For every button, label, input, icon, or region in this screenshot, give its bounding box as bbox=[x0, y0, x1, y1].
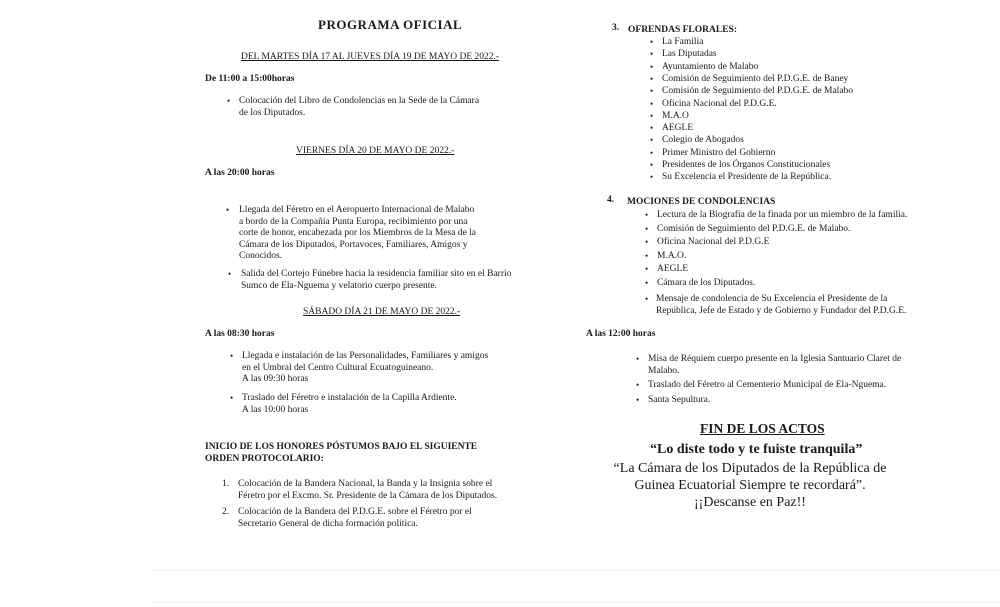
list-item-line: Misa de Réquiem cuerpo presente en la Iglesia Santuario Claret de bbox=[648, 354, 902, 364]
list-item bbox=[239, 96, 479, 119]
list-item: Su Excelencia el Presidente de la República. bbox=[662, 172, 832, 183]
section-number: 4. bbox=[607, 195, 615, 205]
bullet-icon: • bbox=[230, 351, 234, 361]
bullet-icon: • bbox=[650, 110, 654, 121]
list-item-line: a bordo de la Compañía Punta Europa, recibimiento por una bbox=[239, 216, 468, 227]
list-number: 1. bbox=[222, 479, 230, 489]
list-item-line: Llegada e instalación de las Personalidades, Familiares y amigos bbox=[242, 351, 489, 361]
list-item-line: en el Umbral del Centro Cultural Ecuatoguineano. bbox=[242, 362, 434, 373]
list-item: La Familia bbox=[662, 37, 704, 47]
page-edge bbox=[150, 602, 1000, 603]
honors-heading bbox=[205, 441, 477, 465]
numbered-item bbox=[238, 507, 472, 530]
list-item-line: Mensaje de condolencia de Su Excelencia el Presidente de la bbox=[656, 294, 888, 304]
bullet-icon: • bbox=[650, 160, 654, 170]
bullet-icon: • bbox=[650, 172, 654, 183]
bullet-icon: • bbox=[650, 37, 654, 47]
bullet-icon: • bbox=[226, 205, 230, 215]
list-item: Primer Ministro del Gobierno bbox=[662, 147, 776, 158]
page-edge bbox=[150, 570, 1000, 571]
bullet-icon: • bbox=[650, 135, 654, 146]
list-item-line: Llegada del Féretro en el Aeropuerto Internacional de Malabo bbox=[239, 205, 475, 215]
bullet-icon: • bbox=[650, 98, 654, 109]
list-item-line: Sumco de Ela-Nguema y velatorio cuerpo presente. bbox=[241, 280, 437, 291]
list-item-line: de los Diputados. bbox=[239, 107, 306, 118]
list-item: Oficina Nacional del P.D.G.E bbox=[657, 237, 770, 247]
list-item: Lectura de la Biografía de la finada por un miembro de la familia. bbox=[657, 210, 908, 220]
bullet-icon: • bbox=[645, 237, 649, 247]
list-item: Las Diputadas bbox=[662, 49, 717, 60]
list-item: Traslado del Féretro al Cementerio Municipal de Ela-Nguema. bbox=[648, 380, 887, 390]
bullet-icon: • bbox=[645, 264, 649, 274]
list-item-line: Traslado del Féretro e instalación de la Capilla Ardiente. bbox=[242, 393, 457, 403]
list-item: Santa Sepultura. bbox=[648, 395, 711, 405]
list-item-line: Conocidos. bbox=[239, 251, 283, 261]
list-item-line: A las 09:30 horas bbox=[242, 374, 309, 384]
list-item: M.A.O. bbox=[657, 250, 687, 261]
bullet-icon: • bbox=[636, 380, 640, 390]
list-item-line: Féretro por el Excmo. Sr. Presidente de la Cámara de los Diputados. bbox=[238, 490, 498, 501]
list-item: AEGLE bbox=[657, 264, 689, 274]
list-item: Ayuntamiento de Malabo bbox=[662, 61, 759, 72]
list-item-line: República, Jefe de Estado y de Gobierno y Fundador del P.D.G.E. bbox=[656, 305, 907, 316]
time-heading-4: A las 12:00 horas bbox=[586, 329, 656, 339]
section-number: 3. bbox=[612, 23, 620, 33]
time-heading-1: De 11:00 a 15:00horas bbox=[205, 74, 295, 84]
bullet-icon: • bbox=[650, 147, 654, 158]
honors-heading-line: INICIO DE LOS HONORES PÓSTUMOS BAJO EL SIGUIENTE bbox=[205, 442, 478, 452]
list-item: M.A.O bbox=[662, 110, 689, 121]
bullet-icon: • bbox=[636, 354, 640, 364]
bullet-icon: • bbox=[636, 395, 640, 405]
list-item-line: Colocación de la Bandera del P.D.G.E. sobre el Féretro por el bbox=[238, 507, 472, 517]
list-item: Comisión de Seguimiento del P.D.G.E. de Baney bbox=[662, 73, 849, 84]
list-item-line: Malabo. bbox=[648, 365, 680, 376]
list-item: Presidentes de los Órganos Constitucionales bbox=[662, 160, 831, 170]
list-item bbox=[239, 205, 476, 263]
bullet-icon: • bbox=[645, 210, 649, 220]
saturday-heading: SÁBADO DÍA 21 DE MAYO DE 2022.- bbox=[303, 307, 461, 317]
ofrendas-heading: OFRENDAS FLORALES: bbox=[628, 25, 737, 35]
list-item-line: A las 10:00 horas bbox=[242, 404, 309, 415]
list-item bbox=[242, 393, 457, 416]
list-item-line: corte de honor, encabezada por los Miembros de la Mesa de la bbox=[239, 228, 477, 238]
honors-heading-line: ORDEN PROTOCOLARIO: bbox=[205, 454, 324, 464]
bullet-icon: • bbox=[230, 393, 234, 403]
closing-quote-line: “La Cámara de los Diputados de la República de bbox=[613, 461, 887, 476]
list-item bbox=[242, 351, 488, 386]
friday-heading: VIERNES DÍA 20 DE MAYO DE 2022.- bbox=[296, 146, 455, 156]
date-range-heading: DEL MARTES DÍA 17 AL JUEVES DÍA 19 DE MAYO DE 2022.- bbox=[241, 52, 500, 62]
program-title: PROGRAMA OFICIAL bbox=[318, 17, 463, 32]
list-item: Oficina Nacional del P.D.G.E. bbox=[662, 98, 777, 109]
list-item: AEGLE bbox=[662, 123, 694, 134]
list-item bbox=[656, 294, 906, 317]
bullet-icon: • bbox=[227, 96, 231, 106]
bullet-icon: • bbox=[650, 86, 654, 97]
bullet-icon: • bbox=[228, 269, 232, 279]
bullet-icon: • bbox=[650, 49, 654, 60]
list-number: 2. bbox=[222, 507, 230, 517]
list-item-line: Colocación del Libro de Condolencias en la Sede de la Cámara bbox=[239, 96, 480, 106]
numbered-item bbox=[238, 479, 497, 502]
list-item-line: Colocación de la Bandera Nacional, la Banda y la Insignia sobre el bbox=[238, 479, 493, 489]
bullet-icon: • bbox=[650, 73, 654, 84]
list-item: Comisión de Seguimiento del P.D.G.E. de Malabo bbox=[662, 86, 854, 97]
time-heading-2: A las 20:00 horas bbox=[205, 168, 275, 178]
list-item-line: Secretario General de dicha formación política. bbox=[238, 518, 418, 529]
list-item-line: Salida del Cortejo Fúnebre hacia la residencia familiar sito en el Barrio bbox=[241, 269, 512, 279]
quote-bold: “Lo diste todo y te fuiste tranquila” bbox=[650, 442, 863, 457]
bullet-icon: • bbox=[645, 277, 649, 288]
time-heading-3: A las 08:30 horas bbox=[205, 329, 275, 339]
list-item: Comisión de Seguimiento del P.D.G.E. de Malabo. bbox=[657, 223, 851, 234]
list-item bbox=[241, 269, 511, 292]
end-of-acts-heading: FIN DE LOS ACTOS bbox=[700, 421, 825, 436]
closing-quote-line: ¡¡Descanse en Paz!! bbox=[694, 495, 806, 510]
closing-quote bbox=[600, 460, 900, 511]
bullet-icon: • bbox=[645, 294, 649, 304]
closing-quote-line: Guinea Ecuatorial Siempre te recordará”. bbox=[634, 478, 866, 493]
bullet-icon: • bbox=[650, 61, 654, 72]
list-item: Cámara de los Diputados. bbox=[657, 277, 756, 288]
mociones-heading: MOCIONES DE CONDOLENCIAS bbox=[627, 197, 776, 207]
bullet-icon: • bbox=[645, 223, 649, 234]
list-item-line: Cámara de los Diputados, Portavoces, Familiares, Amigos y bbox=[239, 239, 468, 250]
bullet-icon: • bbox=[650, 123, 654, 134]
list-item bbox=[648, 354, 901, 377]
list-item: Colegio de Abogados bbox=[662, 135, 744, 146]
bullet-icon: • bbox=[645, 250, 649, 261]
